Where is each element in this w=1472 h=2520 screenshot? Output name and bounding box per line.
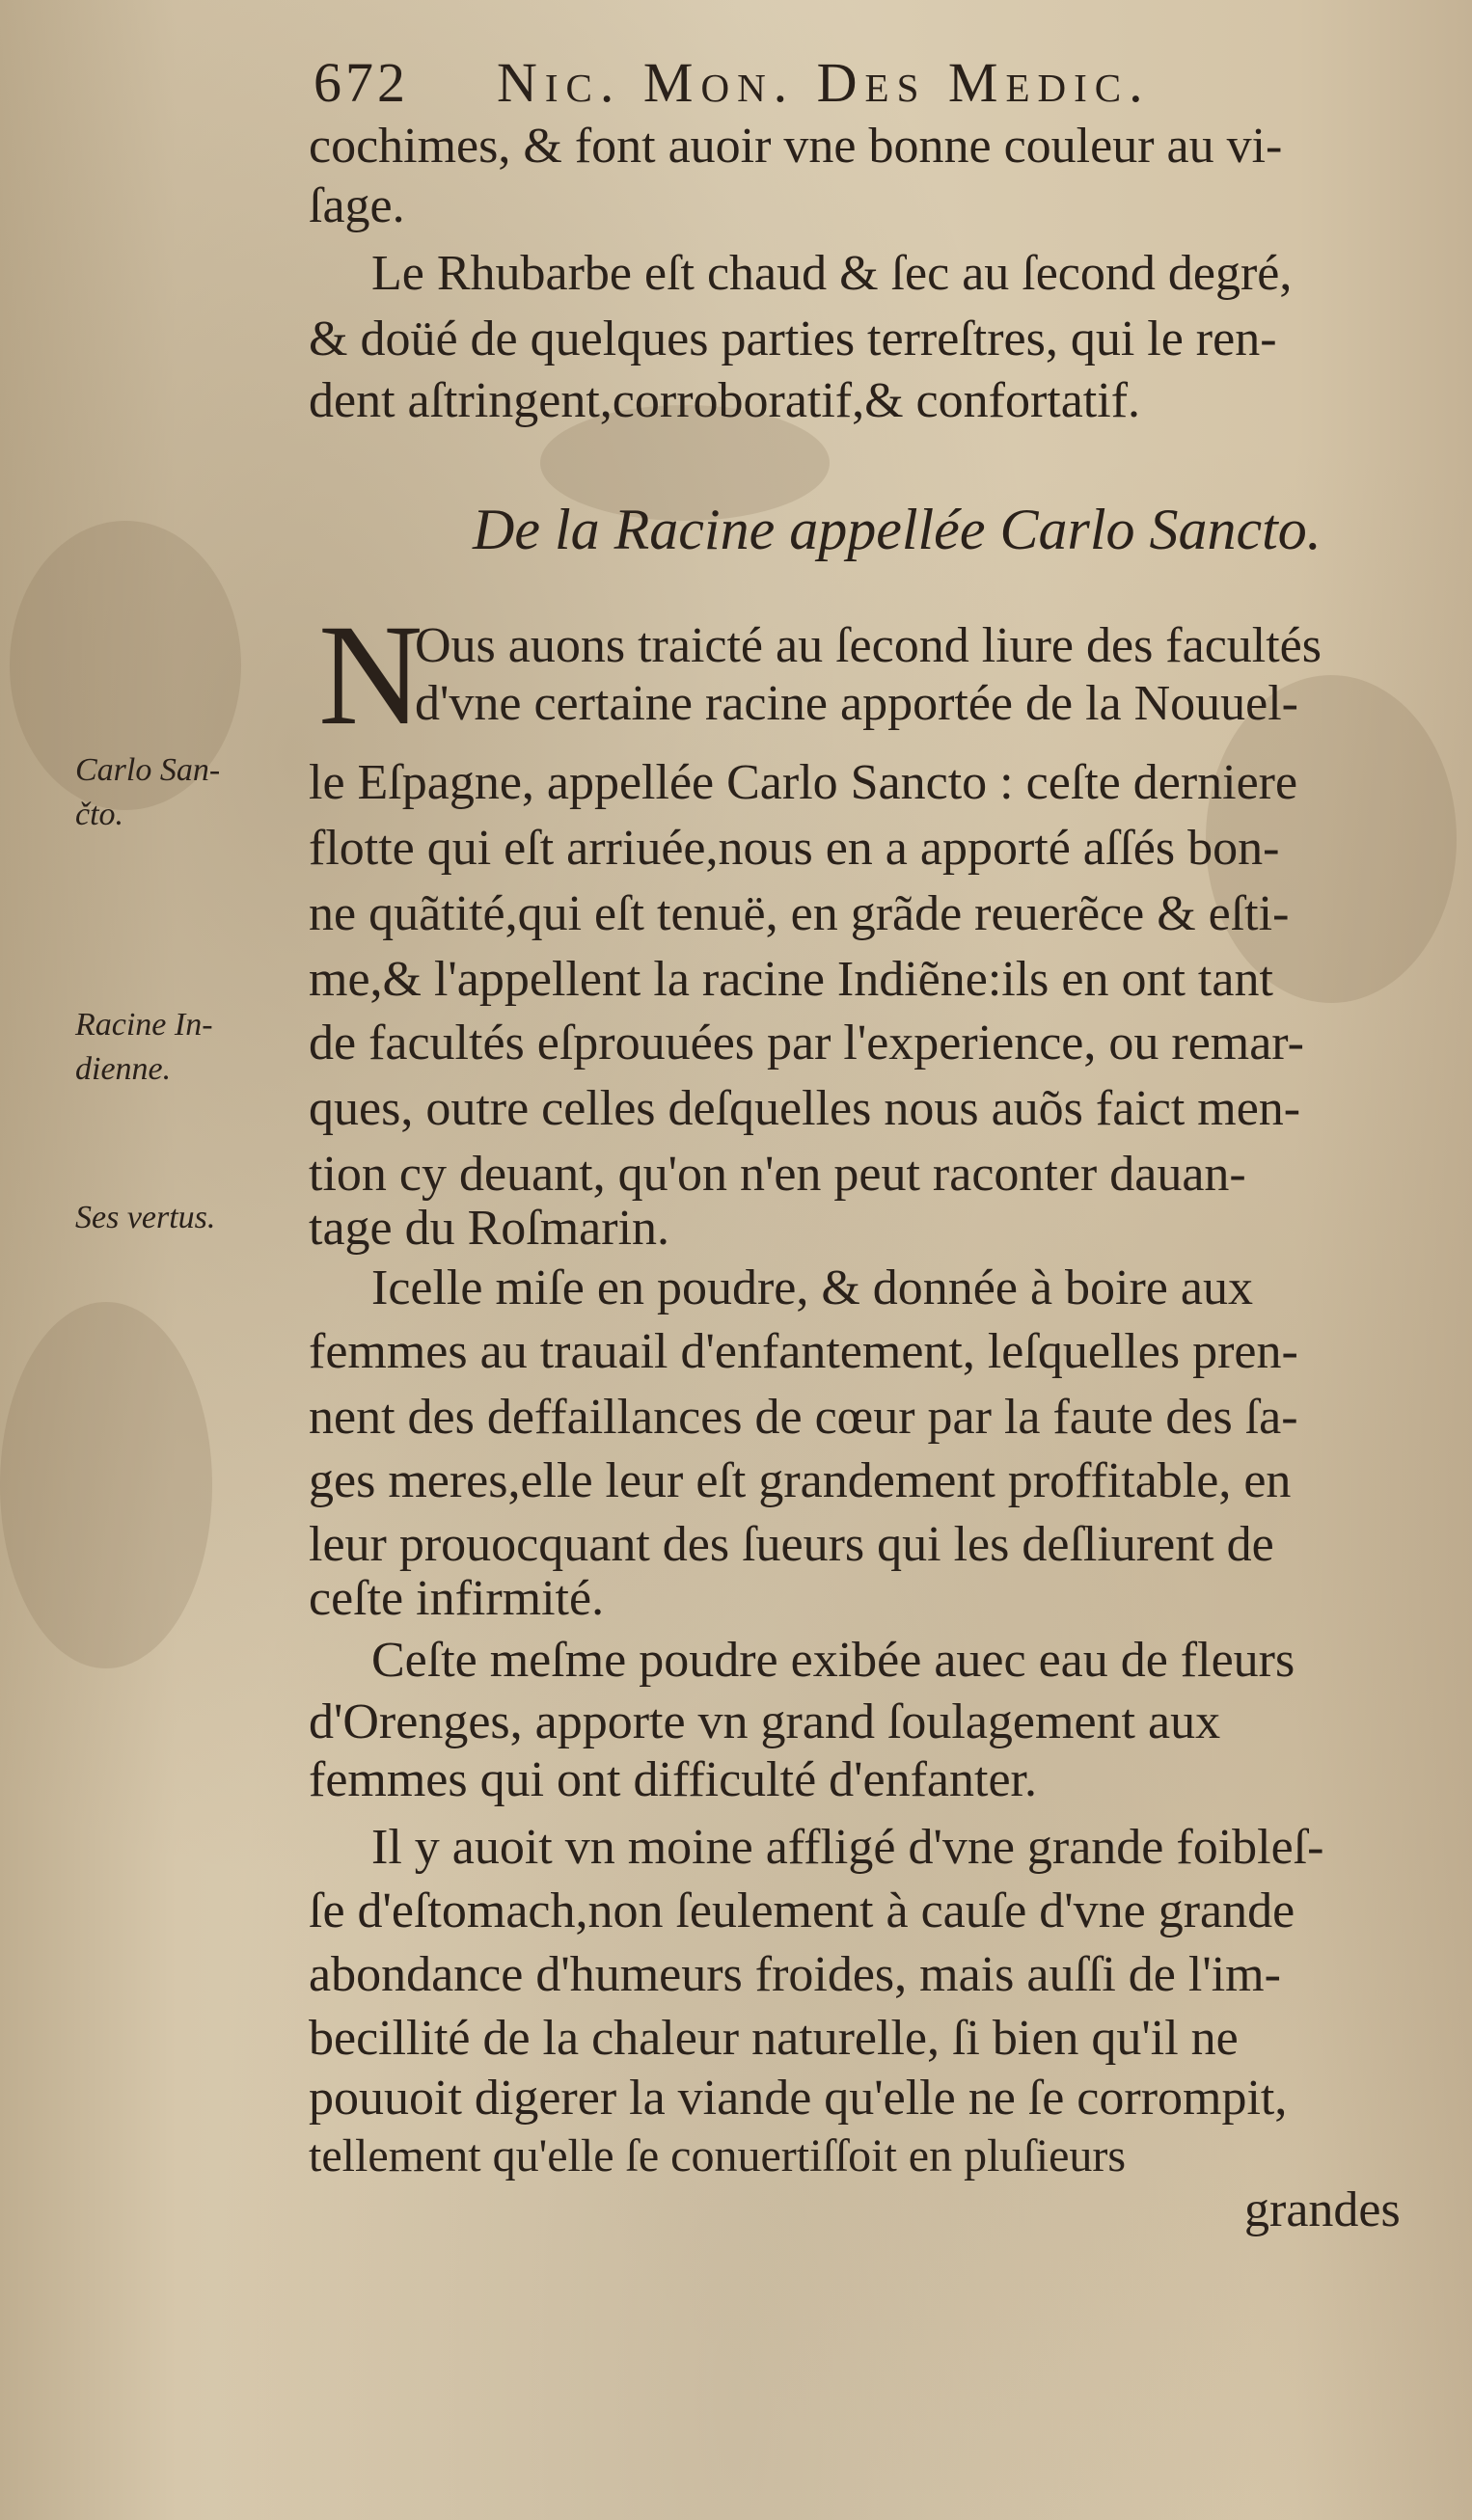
text-line: me,& l'appellent la racine Indiẽne:ils en ont tant bbox=[309, 952, 1273, 1007]
text-line: ceſte infirmité. bbox=[309, 1571, 605, 1626]
text-line: cochimes, & font auoir vne bonne couleur au vi- bbox=[309, 119, 1283, 174]
paper-stain bbox=[0, 1302, 212, 1668]
text-line: tion cy deuant, qu'on n'en peut raconter dauan- bbox=[309, 1147, 1246, 1202]
text-line: ges meres,elle leur eſt grandement proffitable, en bbox=[309, 1453, 1292, 1508]
text-line: de facultés eſprouuées par l'experience, ou remar- bbox=[309, 1016, 1304, 1070]
text-line: d'vne certaine racine apportée de la Nouuel- bbox=[415, 676, 1298, 731]
text-line: d'Orenges, apporte vn grand ſoulagement aux bbox=[309, 1694, 1221, 1749]
text-line: & doüé de quelques parties terreſtres, qui le ren- bbox=[309, 312, 1277, 366]
text-line: le Eſpagne, appellée Carlo Sancto : ceſte derniere bbox=[309, 755, 1298, 810]
margin-note-racine-indienne: Racine In- dienne. bbox=[75, 1007, 213, 1087]
text-line: Le Rhubarbe eſt chaud & ſec au ſecond degré, bbox=[371, 246, 1293, 301]
text-line: Ceſte meſme poudre exibée auec eau de fleurs bbox=[371, 1633, 1295, 1688]
running-title: Nic. Mon. Des Medic. bbox=[497, 51, 1151, 114]
text-line: flotte qui eſt arriuée,nous en a apporté aſſés bon- bbox=[309, 821, 1280, 876]
text-line: ques, outre celles deſquelles nous auõs faict men- bbox=[309, 1081, 1301, 1136]
text-line: becillité de la chaleur naturelle, ſi bien qu'il ne bbox=[309, 2011, 1239, 2066]
text-line: ne quãtité,qui eſt tenuë, en grãde reuerẽce & eſti- bbox=[309, 886, 1290, 941]
text-line: Il y auoit vn moine affligé d'vne grande foibleſ- bbox=[371, 1820, 1324, 1875]
text-line: ſe d'eſtomach,non ſeulement à cauſe d'vne grande bbox=[309, 1883, 1295, 1938]
text-line: dent aſtringent,corroboratif,& confortatif. bbox=[309, 373, 1141, 428]
text-line: Icelle miſe en poudre, & donnée à boire aux bbox=[371, 1260, 1253, 1315]
text-line: ſage. bbox=[309, 178, 405, 233]
drop-capital: N bbox=[318, 595, 423, 755]
margin-note-carlo-sancto: Carlo San- čto. bbox=[75, 752, 221, 832]
text-line: leur prouocquant des ſueurs qui les deſliurent de bbox=[309, 1517, 1274, 1572]
text-line: Ous auons traicté au ſecond liure des facultés bbox=[415, 618, 1322, 673]
text-line: femmes au trauail d'enfantement, leſquelles pren- bbox=[309, 1324, 1298, 1379]
text-line: femmes qui ont difficulté d'enfanter. bbox=[309, 1752, 1037, 1807]
text-line: pouuoit digerer la viande qu'elle ne ſe corrompit, bbox=[309, 2071, 1288, 2126]
catchword: grandes bbox=[1244, 2182, 1401, 2237]
section-title: De la Racine appellée Carlo Sancto. bbox=[473, 498, 1322, 561]
margin-note-ses-vertus: Ses vertus. bbox=[75, 1200, 216, 1235]
text-line: abondance d'humeurs froides, mais auſſi de l'im- bbox=[309, 1947, 1281, 2002]
text-line: tellement qu'elle ſe conuertiſſoit en pluſieurs bbox=[309, 2130, 1127, 2181]
text-line: tage du Roſmarin. bbox=[309, 1201, 670, 1256]
text-line: nent des deffaillances de cœur par la faute des ſa- bbox=[309, 1390, 1298, 1445]
page-number: 672 bbox=[313, 51, 409, 114]
